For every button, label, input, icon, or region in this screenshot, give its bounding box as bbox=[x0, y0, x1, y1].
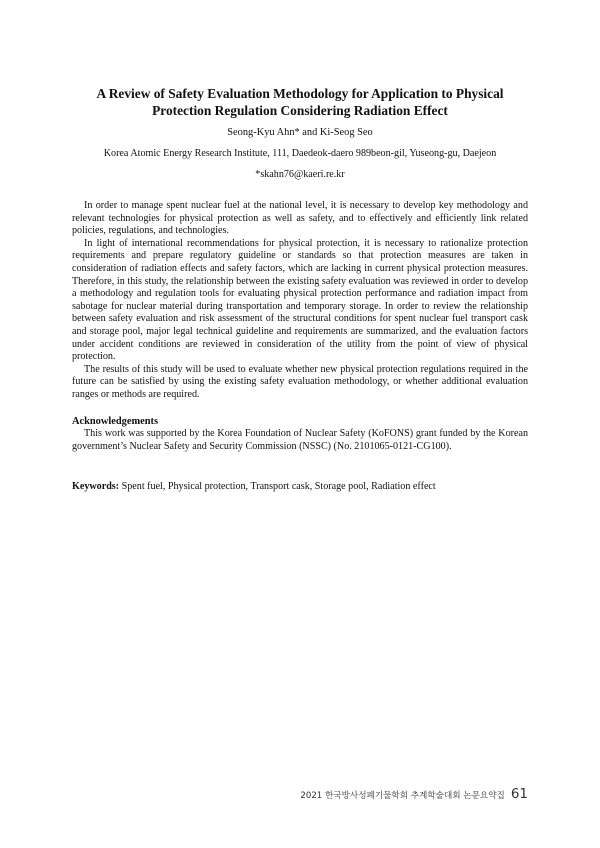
keywords-values: Spent fuel, Physical protection, Transport cask, Storage pool, Radiation effect bbox=[121, 481, 436, 492]
acknowledgements-body bbox=[72, 428, 528, 453]
abstract-paragraph-1: In order to manage spent nuclear fuel at the national level, it is necessary to develop key methodology and relevant technologies for physical protection as well as safety, and to effectively and efficiently link related policies, regulations, and technologies. bbox=[72, 200, 528, 237]
abstract-paragraph-3: The results of this study will be used to evaluate whether new physical protection regulations required in the future can be satisfied by using the existing safety evaluation methodology, or whether additional evaluation ranges or methods are required. bbox=[72, 363, 528, 400]
keywords-line bbox=[72, 480, 528, 493]
keywords-label: Keywords: bbox=[72, 481, 120, 492]
page-number: 61 bbox=[510, 786, 528, 802]
acknowledgements-heading: Acknowledgements bbox=[72, 416, 159, 427]
title-line-1: A Review of Safety Evaluation Methodology for Application to Physical bbox=[96, 86, 504, 101]
affiliation: Korea Atomic Energy Research Institute, 111, Daedeok-daero 989beon-gil, Yuseong-gu, Daejeon bbox=[103, 148, 497, 159]
title-line-2: Protection Regulation Considering Radiation Effect bbox=[152, 102, 448, 118]
paper-title bbox=[60, 86, 540, 119]
abstract-body bbox=[72, 200, 528, 402]
footer-proceedings-title: 2021 한국방사성폐기물학회 추계학술대회 논문요약집 bbox=[300, 791, 505, 801]
page-footer bbox=[300, 786, 528, 802]
corresponding-email: *skahn76@kaeri.re.kr bbox=[255, 169, 345, 180]
abstract-paragraph-2: In light of international recommendations for physical protection, it is necessary to rationalize protection requirements and prepare regulatory guideline or standards so that protection measures are taken in consideration of radiation effects and safety factors, which are lacking in current physical protection measures. Therefore, in this study, the relationship between the existing safety evaluation was reviewed in order to develop a methodology and regulation tools for evaluating physical protection performance and radiation impact from sabotage for nuclear material during transportation and temporary storage. In order to review the relationship between safety evaluation and risk assessment of the structural conditions for spent nuclear fuel transport cask and storage pool, major legal technical guideline and requirements are summarized, and the evaluation factors under accident conditions are reviewed in consideration of the utility from the point of view of physical protection. bbox=[72, 237, 528, 363]
author-list: Seong-Kyu Ahn* and Ki-Seog Seo bbox=[227, 127, 373, 138]
acknowledgements-paragraph: This work was supported by the Korea Foundation of Nuclear Safety (KoFONS) grant funded by the Korean government’s Nuclear Safety and Security Commission (NSSC) (No. 2101065-0121-CG100). bbox=[72, 428, 528, 452]
